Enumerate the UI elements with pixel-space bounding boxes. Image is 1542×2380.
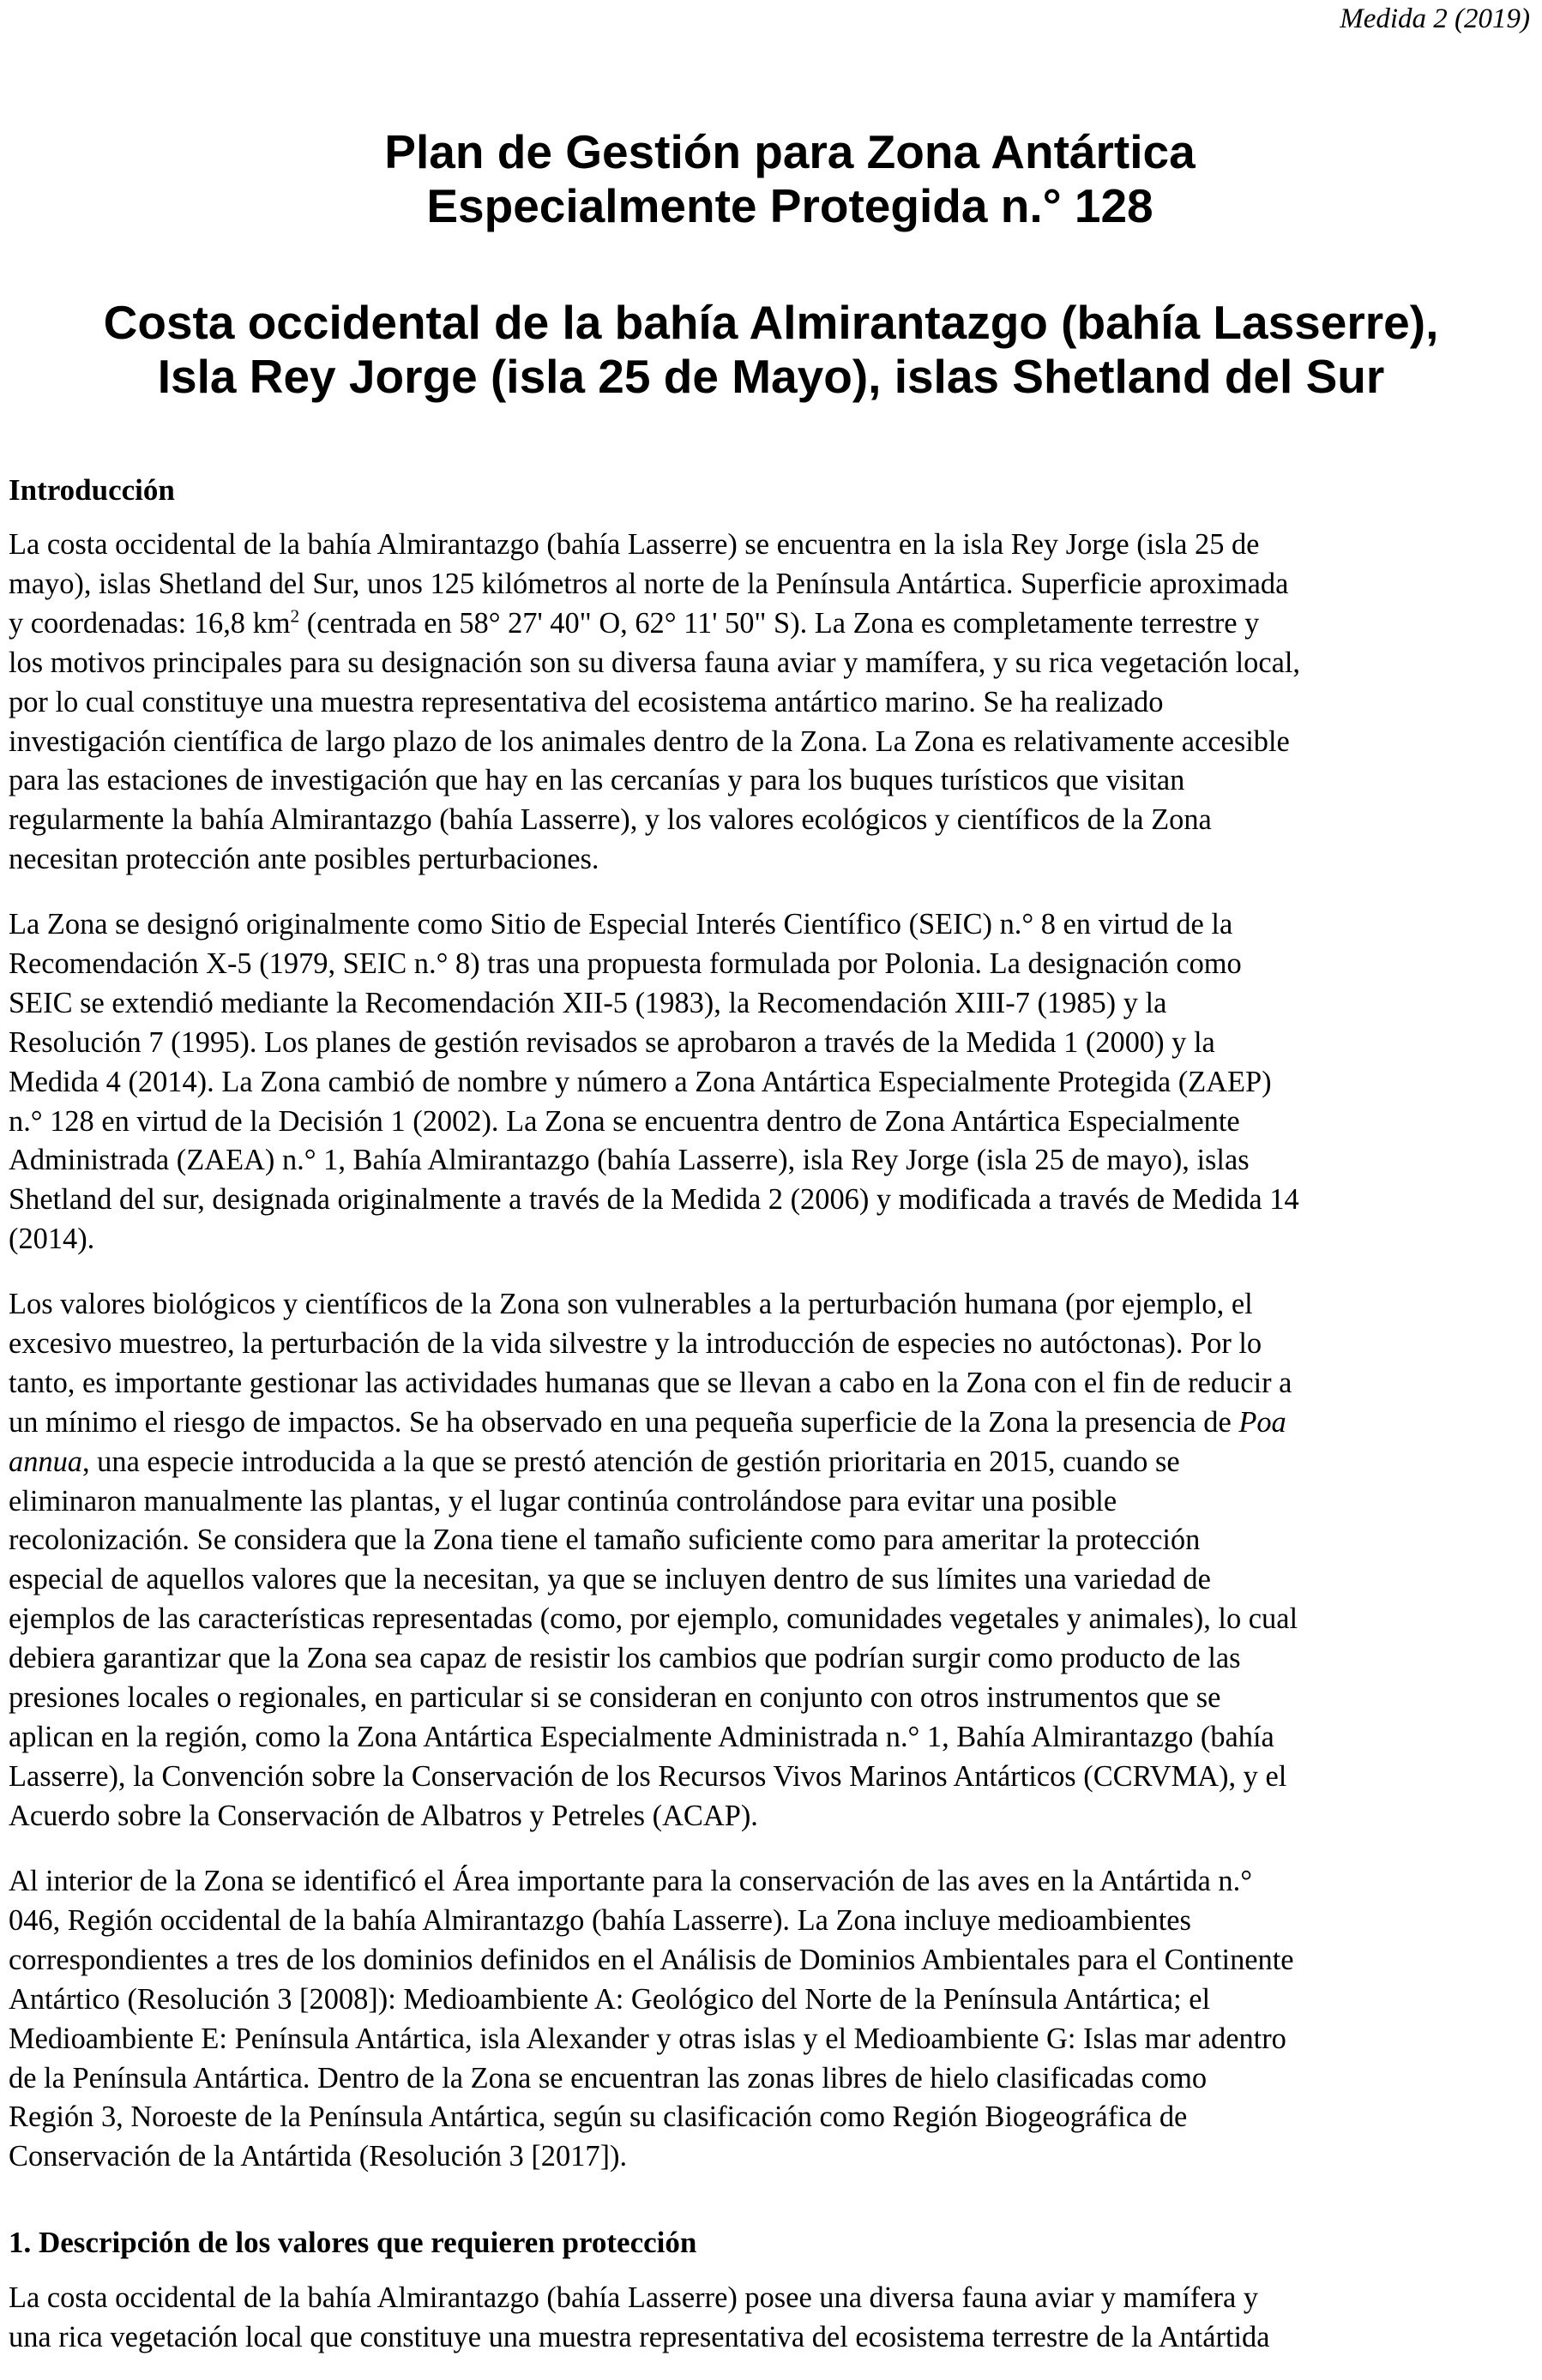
text-line: Conservación de la Antártida (Resolución 3 [2017]).	[9, 2140, 628, 2173]
text-line: mayo), islas Shetland del Sur, unos 125 kilómetros al norte de la Península Antártica. Superficie aproximada	[9, 567, 1289, 600]
text-line: presiones locales o regionales, en particular si se consideran en conjunto con otros instrumentos que se	[9, 1681, 1221, 1715]
text-line: aplican en la región, como la Zona Antártica Especialmente Administrada n.° 1, Bahía Almirantazgo (bahía	[9, 1720, 1274, 1753]
plan-title-line-1: Plan de Gestión para Zona Antártica	[384, 125, 1196, 178]
text-line: debiera garantizar que la Zona sea capaz de resistir los cambios que podrían surgir como producto de las	[9, 1642, 1241, 1675]
text-line: Medioambiente E: Península Antártica, isla Alexander y otras islas y el Medioambiente G: Islas mar adentro	[9, 2022, 1286, 2055]
text-line: Recomendación X-5 (1979, SEIC n.° 8) tras una propuesta formulada por Polonia. La designación como	[9, 947, 1242, 980]
area-title	[0, 296, 1542, 404]
text-fragment: un mínimo el riesgo de impactos. Se ha observado en una pequeña superficie de la Zona la presencia de	[9, 1405, 1239, 1439]
text-line: La costa occidental de la bahía Almirantazgo (bahía Lasserre) posee una diversa fauna aviar y mamífera y	[9, 2281, 1259, 2314]
area-title-line-2: Isla Rey Jorge (isla 25 de Mayo), islas Shetland del Sur	[157, 350, 1385, 403]
text-line: Antártico (Resolución 3 [2008]): Medioambiente A: Geológico del Norte de la Península Antártica; el	[9, 1982, 1211, 2016]
paragraph-introduction-4	[9, 1862, 1535, 2177]
text-line: Los valores biológicos y científicos de la Zona son vulnerables a la perturbación humana (por ejemplo, el	[9, 1288, 1253, 1320]
species-name-italic: Poa	[1238, 1405, 1286, 1439]
text-fragment: (centrada en 58° 27' 40" O, 62° 11' 50" S). La Zona es completamente terrestre y	[299, 606, 1260, 640]
text-line: La Zona se designó originalmente como Sitio de Especial Interés Científico (SEIC) n.° 8 en virtud de la	[9, 908, 1233, 941]
paragraph-introduction-2	[9, 905, 1535, 1259]
text-line: (2014).	[9, 1223, 95, 1256]
section-heading-introduction: Introducción	[9, 473, 175, 507]
species-name-italic: annua	[9, 1445, 82, 1478]
section-heading-1: 1. Descripción de los valores que requieren protección	[9, 2226, 697, 2259]
plan-title-line-2: Especialmente Protegida n.° 128	[426, 179, 1153, 232]
text-line: regularmente la bahía Almirantazgo (bahía Lasserre), y los valores ecológicos y científicos de la Zona	[9, 803, 1212, 837]
text-line: La costa occidental de la bahía Almirantazgo (bahía Lasserre) se encuentra en la isla Rey Jorge (isla 25 de	[9, 528, 1260, 561]
paragraph-section-1	[9, 2279, 1535, 2358]
text-line: SEIC se extendió mediante la Recomendación XII-5 (1983), la Recomendación XIII-7 (1985) y la	[9, 986, 1167, 1019]
text-line: 046, Región occidental de la bahía Almirantazgo (bahía Lasserre). La Zona incluye medioambientes	[9, 1903, 1191, 1937]
area-title-line-1: Costa occidental de la bahía Almirantazgo (bahía Lasserre),	[103, 296, 1439, 349]
text-line: n.° 128 en virtud de la Decisión 1 (2002). La Zona se encuentra dentro de Zona Antártica Especialmente	[9, 1104, 1240, 1138]
text-line: Medida 4 (2014). La Zona cambió de nombre y número a Zona Antártica Especialmente Protegida (ZAEP)	[9, 1065, 1272, 1098]
text-line: Lasserre), la Convención sobre la Conservación de los Recursos Vivos Marinos Antárticos (CCRVMA), y el	[9, 1759, 1287, 1793]
text-line: una rica vegetación local que constituye una muestra representativa del ecosistema terrestre de la Antártida	[9, 2320, 1270, 2353]
text-line: Shetland del sur, designada originalmente a través de la Medida 2 (2006) y modificada a través de Medida 14	[9, 1183, 1299, 1217]
text-line: por lo cual constituye una muestra representativa del ecosistema antártico marino. Se ha realizado	[9, 685, 1164, 718]
text-line	[9, 1403, 1535, 1443]
text-line: ejemplos de las características representadas (como, por ejemplo, comunidades vegetales y animales), lo cual	[9, 1602, 1298, 1636]
plan-title	[19, 125, 1542, 233]
text-fragment: y coordenadas: 16,8 km	[9, 606, 291, 640]
text-line: eliminaron manualmente las plantas, y el lugar continúa controlándose para evitar una posible	[9, 1484, 1117, 1518]
paragraph-introduction-1	[9, 526, 1535, 880]
text-line: Región 3, Noroeste de la Península Antártica, según su clasificación como Región Biogeográfica de	[9, 2101, 1188, 2134]
superscript: 2	[290, 605, 300, 627]
text-line: Resolución 7 (1995). Los planes de gestión revisados se aprobaron a través de la Medida 1 (2000) y la	[9, 1025, 1215, 1059]
text-line: investigación científica de largo plazo de los animales dentro de la Zona. La Zona es relativamente accesible	[9, 724, 1290, 758]
text-line: recolonización. Se considera que la Zona tiene el tamaño suficiente como para ameritar la protección	[9, 1524, 1201, 1557]
text-line: los motivos principales para su designación son su diversa fauna aviar y mamífera, y su rica vegetación local,	[9, 646, 1301, 679]
paragraph-introduction-3	[9, 1285, 1535, 1836]
text-line	[9, 1443, 1535, 1482]
text-line: necesitan protección ante posibles perturbaciones.	[9, 843, 599, 876]
text-line: de la Península Antártica. Dentro de la Zona se encuentran las zonas libres de hielo clasificadas como	[9, 2061, 1208, 2095]
measure-reference: Medida 2 (2019)	[1340, 3, 1530, 34]
text-line: para las estaciones de investigación que hay en las cercanías y para los buques turísticos que visitan	[9, 764, 1185, 797]
text-line: tanto, es importante gestionar las actividades humanas que se llevan a cabo en la Zona con el fin de reducir a	[9, 1366, 1292, 1399]
text-line: Administrada (ZAEA) n.° 1, Bahía Almirantazgo (bahía Lasserre), isla Rey Jorge (isla 25 de mayo), islas	[9, 1144, 1250, 1177]
text-fragment: , una especie introducida a la que se prestó atención de gestión prioritaria en 2015, cuando se	[81, 1445, 1180, 1478]
text-line: Al interior de la Zona se identificó el Área importante para la conservación de las aves en la Antártida n.°	[9, 1865, 1252, 1897]
text-line: excesivo muestreo, la perturbación de la vida silvestre y la introducción de especies no autóctonas). Por lo	[9, 1326, 1262, 1360]
text-line: Acuerdo sobre la Conservación de Albatros y Petreles (ACAP).	[9, 1799, 758, 1832]
text-line: especial de aquellos valores que la necesitan, ya que se incluyen dentro de sus límites una variedad de	[9, 1563, 1211, 1596]
text-line	[9, 604, 1535, 644]
text-line: correspondientes a tres de los dominios definidos en el Análisis de Dominios Ambientales para el Continente	[9, 1943, 1294, 1976]
